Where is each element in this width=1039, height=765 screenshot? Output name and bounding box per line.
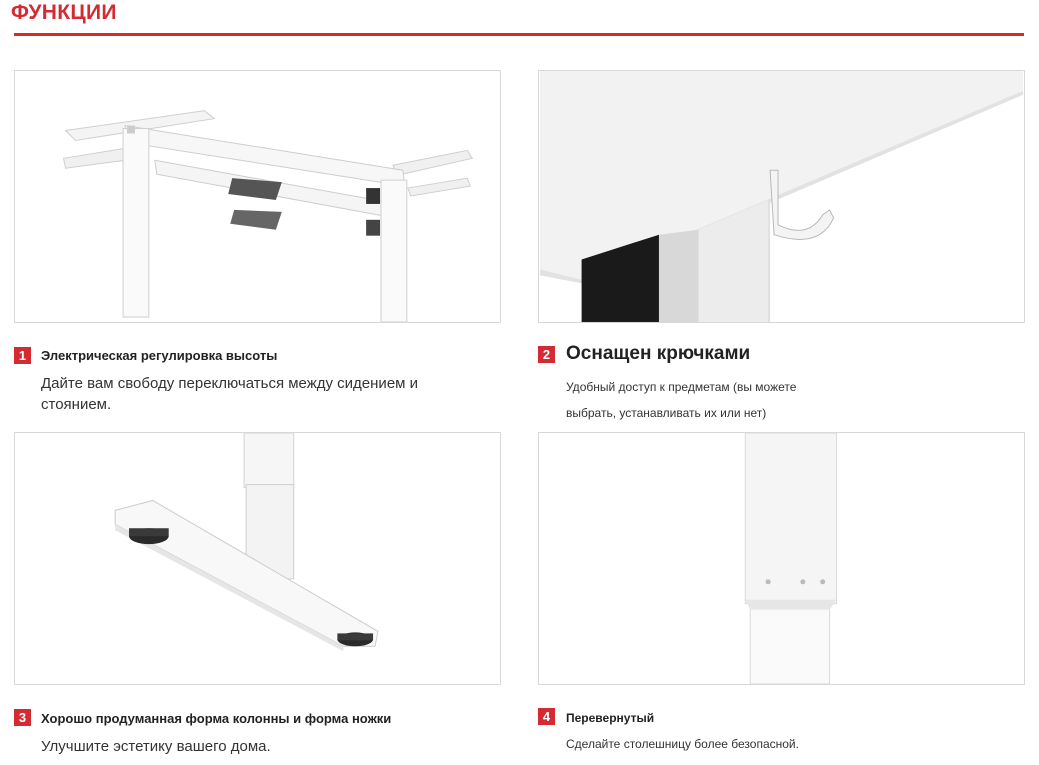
electric-lift-frame-photo <box>14 70 501 323</box>
desk-hook-photo <box>538 70 1025 323</box>
foot-illustration <box>15 433 500 684</box>
feature-2-title: Оснащен крючками <box>566 343 751 364</box>
feature-1-description: Дайте вам свободу переключаться между сидением и стоянием. <box>41 375 419 413</box>
feature-4-number: 4 <box>538 708 555 725</box>
feature-4-title: Перевернутый <box>566 711 655 725</box>
feature-1-number: 1 <box>14 347 31 364</box>
feature-2-description: Удобный доступ к предметам (вы можете выбрать, устанавливать их или нет) <box>566 380 797 420</box>
frame-illustration <box>15 71 500 322</box>
column-illustration <box>539 433 1024 684</box>
feature-2-number: 2 <box>538 346 555 363</box>
hook-illustration <box>539 71 1024 322</box>
feature-1-title: Электрическая регулировка высоты <box>41 348 278 363</box>
feature-3-description: Улучшите эстетику вашего дома. <box>41 738 271 755</box>
feature-3-title: Хорошо продуманная форма колонны и форма ножки <box>41 711 392 726</box>
title-divider <box>14 33 1024 36</box>
column-and-foot-photo <box>14 432 501 685</box>
feature-4-description: Сделайте столешницу более безопасной. <box>566 737 799 751</box>
page-title: ФУНКЦИИ <box>11 1 117 24</box>
inverted-column-photo <box>538 432 1025 685</box>
feature-3-number: 3 <box>14 709 31 726</box>
